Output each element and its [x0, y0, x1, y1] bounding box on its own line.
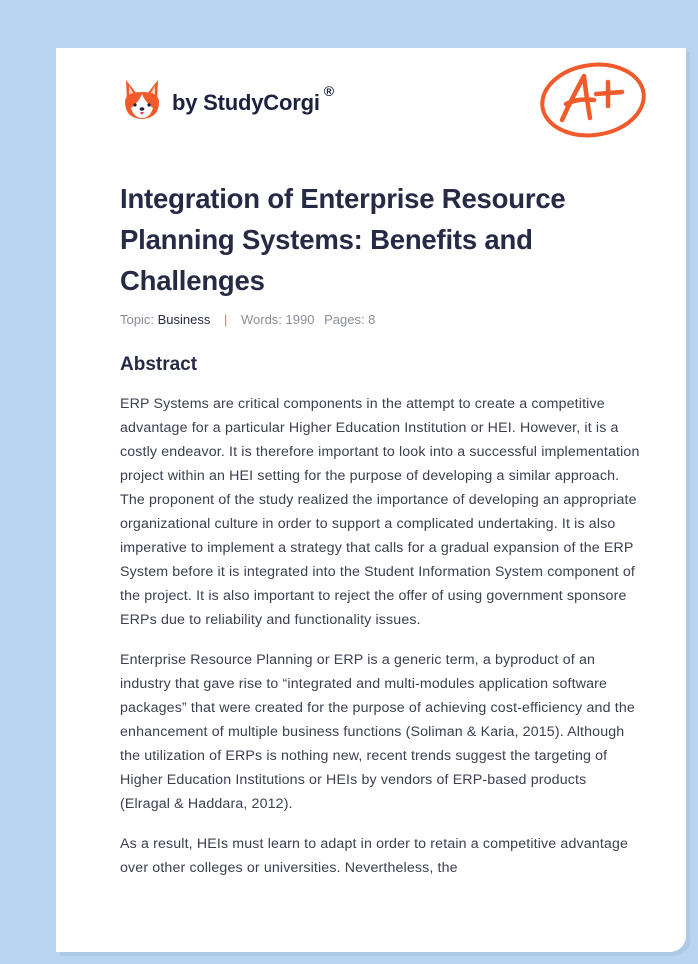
- a-plus-grade-icon: [538, 58, 648, 140]
- paragraph: ERP Systems are critical components in the attempt to create a competitive advantage for a particular Higher Education Institution or HEI. However, it is a costly endeavor. It is therefore important to look into a successful implementation project within an HEI setting for the purpose of developing a similar approach. The proponent of the study realized the importance of developing an appropriate organizational culture in order to support a complicated undertaking. It is also imperative to implement a strategy that calls for a gradual expansion of the ERP System before it is integrated into the Student Information System component of the project. It is also important to reject the offer of using government sponsore ERPs due to reliability and functionality issues.: [120, 396, 640, 628]
- paragraph: Enterprise Resource Planning or ERP is a generic term, a byproduct of an industry that gave rise to “integrated and multi-modules application software packages” that were created for the purpose of achieving cost-efficiency and the enhancement of multiple business functions (Soliman & Karia, 2015). Although the utilization of ERPs is nothing new, recent trends suggest the targeting of Higher Education Institutions or HEIs by vendors of ERP-based products (Elragal & Haddara, 2012).: [120, 652, 635, 812]
- word-count: Words: 1990: [240, 312, 315, 327]
- page-count: Pages: 8: [324, 312, 376, 327]
- page-title: Integration of Enterprise Resource Planning Systems: Benefits and Challenges: [120, 183, 566, 296]
- corgi-logo-icon: [122, 76, 162, 122]
- paragraph: As a result, HEIs must learn to adapt in order to retain a competitive advantage over other colleges or universities. Nevertheless, the: [120, 836, 629, 876]
- section-heading-abstract: Abstract: [120, 354, 198, 375]
- topic-label: Topic:: [120, 312, 154, 327]
- topic-link[interactable]: Business: [157, 312, 211, 327]
- document-meta: [120, 312, 375, 327]
- brand-header[interactable]: [122, 76, 334, 122]
- registered-mark: ®: [323, 83, 335, 99]
- brand-name: by StudyCorgi: [172, 90, 320, 115]
- meta-separator: |: [223, 312, 228, 327]
- document-body: [120, 392, 640, 896]
- document-card: [56, 48, 686, 952]
